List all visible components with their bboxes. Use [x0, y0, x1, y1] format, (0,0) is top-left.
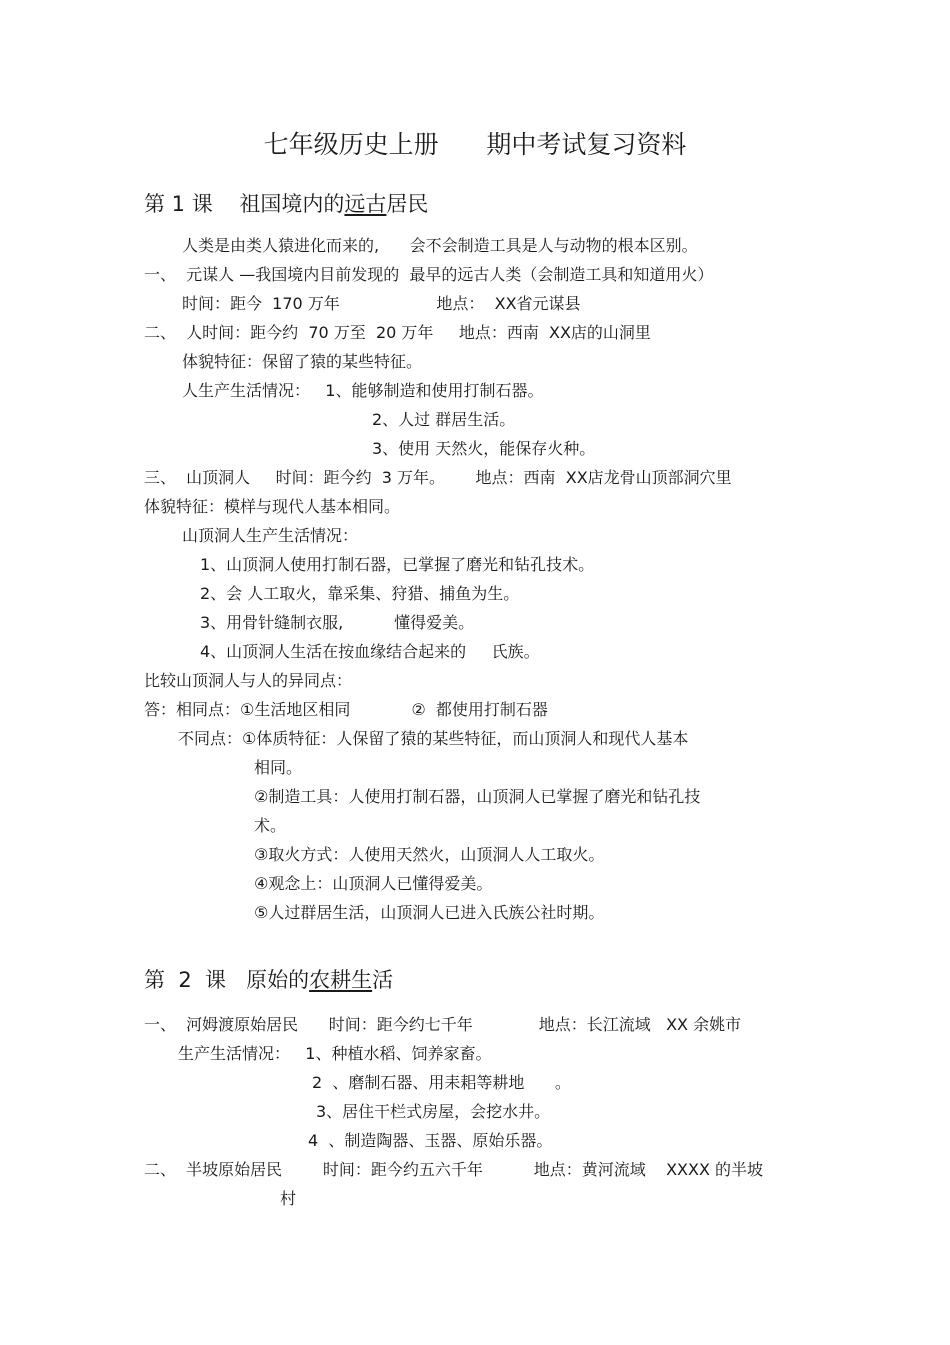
lesson1-section1-time-place: 时间：距今 170 万年 地点： XX省元谋县	[182, 294, 581, 313]
lesson1-section3-life-4: 4、山顶洞人生活在按血缘结合起来的 氏族。	[200, 642, 540, 661]
lesson2-section2-heading: 二、 半坡原始居民 时间：距今约五六千年 地点：黄河流域 XXXX 的半坡	[144, 1160, 763, 1179]
lesson1-compare-diff-2-cont: 术。	[254, 816, 287, 835]
lesson1-compare-same: 答：相同点：①生活地区相同 ② 都使用打制石器	[144, 700, 548, 719]
lesson1-compare-diff-2: ②制造工具：人使用打制石器，山顶洞人已掌握了磨光和钻孔技	[254, 787, 701, 806]
lesson2-heading-part-a: 第 2 课 原始的	[144, 968, 310, 992]
lesson2-section2-heading-cont: 村	[280, 1189, 297, 1208]
lesson2-section1-heading: 一、 河姆渡原始居民 时间：距今约七千年 地点：长江流域 XX 余姚市	[144, 1015, 742, 1034]
lesson1-heading-part-c: 居民	[386, 192, 429, 216]
lesson1-section1-heading: 一、 元谋人 —我国境内目前发现的 最早的远古人类（会制造工具和知道用火）	[144, 265, 714, 284]
lesson1-compare-diff-1: 不同点：①体质特征：人保留了猿的某些特征，而山顶洞人和现代人基本	[178, 729, 689, 748]
lesson1-compare-diff-4: ④观念上：山顶洞人已懂得爱美。	[254, 874, 493, 893]
lesson1-section3-life-2: 2、会 人工取火，靠采集、狩猎、捕鱼为生。	[200, 584, 520, 603]
lesson1-section3-life-3: 3、用骨针缝制衣服, 懂得爱美。	[200, 613, 475, 632]
lesson2-heading-part-c: 活	[372, 968, 394, 992]
lesson1-section2-features: 体貌特征：保留了猿的某些特征。	[182, 352, 423, 371]
lesson1-section3-life-1: 1、山顶洞人使用打制石器，已掌握了磨光和钻孔技术。	[200, 555, 595, 574]
lesson1-compare-question: 比较山顶洞人与人的异同点：	[144, 671, 353, 690]
lesson1-compare-diff-1-cont: 相同。	[254, 758, 303, 777]
lesson2-heading	[144, 966, 393, 994]
page-title: 七年级历史上册 期中考试复习资料	[263, 130, 687, 159]
lesson2-heading-underlined: 农耕生	[309, 968, 373, 992]
lesson1-compare-diff-3: ③取火方式：人使用天然火，山顶洞人人工取火。	[254, 845, 605, 864]
lesson1-section2-life-3: 3、使用 天然火，能保存火种。	[372, 439, 596, 458]
lesson2-section1-life-4: 4 、制造陶器、玉器、原始乐器。	[308, 1131, 553, 1150]
lesson1-section3-heading: 三、 山顶洞人 时间：距今约 3 万年。 地点：西南 XX店龙骨山顶部洞穴里	[144, 468, 732, 487]
lesson1-section2-life-2: 2、人过 群居生活。	[372, 410, 516, 429]
lesson1-compare-diff-5: ⑤人过群居生活，山顶洞人已进入氏族公社时期。	[254, 903, 605, 922]
lesson2-section1-life-1: 生产生活情况： 1、种植水稻、饲养家畜。	[178, 1044, 492, 1063]
lesson2-section1-life-2: 2 、磨制石器、用耒耜等耕地 。	[312, 1073, 571, 1092]
lesson1-heading-underlined: 远古	[344, 192, 387, 216]
lesson1-intro: 人类是由类人猿进化而来的, 会不会制造工具是人与动物的根本区别。	[182, 236, 698, 255]
lesson1-heading-part-a: 第 1 课 祖国境内的	[144, 192, 345, 216]
lesson1-section3-features: 体貌特征：模样与现代人基本相同。	[144, 497, 401, 516]
lesson1-section2-heading: 二、 人时间：距今约 70 万至 20 万年 地点：西南 XX店的山洞里	[144, 323, 651, 342]
lesson1-heading	[144, 190, 428, 218]
lesson2-section1-life-3: 3、居住干栏式房屋，会挖水井。	[316, 1102, 551, 1121]
lesson1-section2-life-1: 人生产生活情况： 1、能够制造和使用打制石器。	[182, 381, 544, 400]
lesson1-section3-life-title: 山顶洞人生产生活情况：	[182, 526, 359, 545]
